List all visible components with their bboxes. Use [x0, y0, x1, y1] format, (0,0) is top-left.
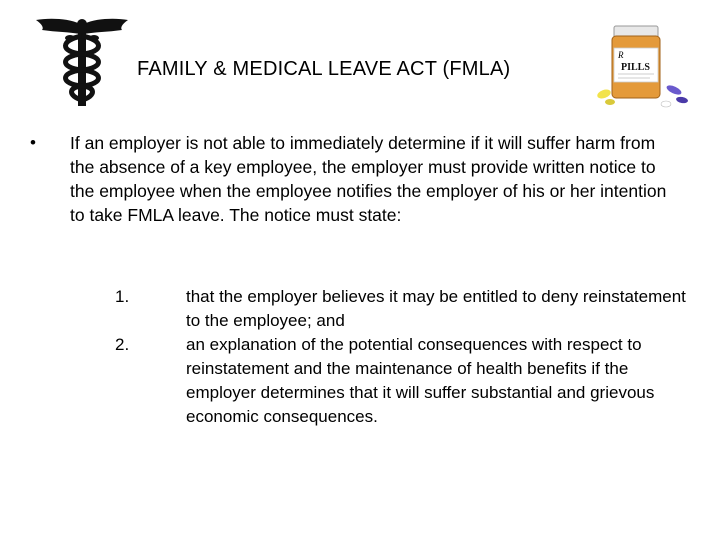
pill-bottle-icon — [594, 22, 694, 110]
caduceus-icon — [30, 14, 134, 108]
list-item-text: an explanation of the potential consequences with respect to reinstatement and the maintenance of health benefits if the employer determines that it will suffer substantial and grievous economic consequences. — [186, 335, 655, 426]
bullet-marker: • — [30, 133, 36, 152]
numbered-list — [0, 285, 720, 429]
svg-text:R: R — [618, 50, 624, 60]
pill-label: PILLS — [621, 62, 650, 73]
slide-title: FAMILY & MEDICAL LEAVE ACT (FMLA) — [137, 58, 511, 80]
list-item-number: 1. — [115, 287, 130, 306]
bullet-paragraph — [30, 131, 670, 227]
list-item-text: that the employer believes it may be entitled to deny reinstatement to the employee; and — [186, 287, 686, 330]
bullet-text: If an employer is not able to immediately determine if it will suffer harm from the absence of a key employee, the employer must provide written notice to the employee when the employee notifies the employer of his or her intention to take FMLA leave. The notice must state: — [70, 133, 667, 225]
list-item — [0, 285, 720, 333]
list-item-number: 2. — [115, 335, 130, 354]
list-item — [0, 333, 720, 429]
